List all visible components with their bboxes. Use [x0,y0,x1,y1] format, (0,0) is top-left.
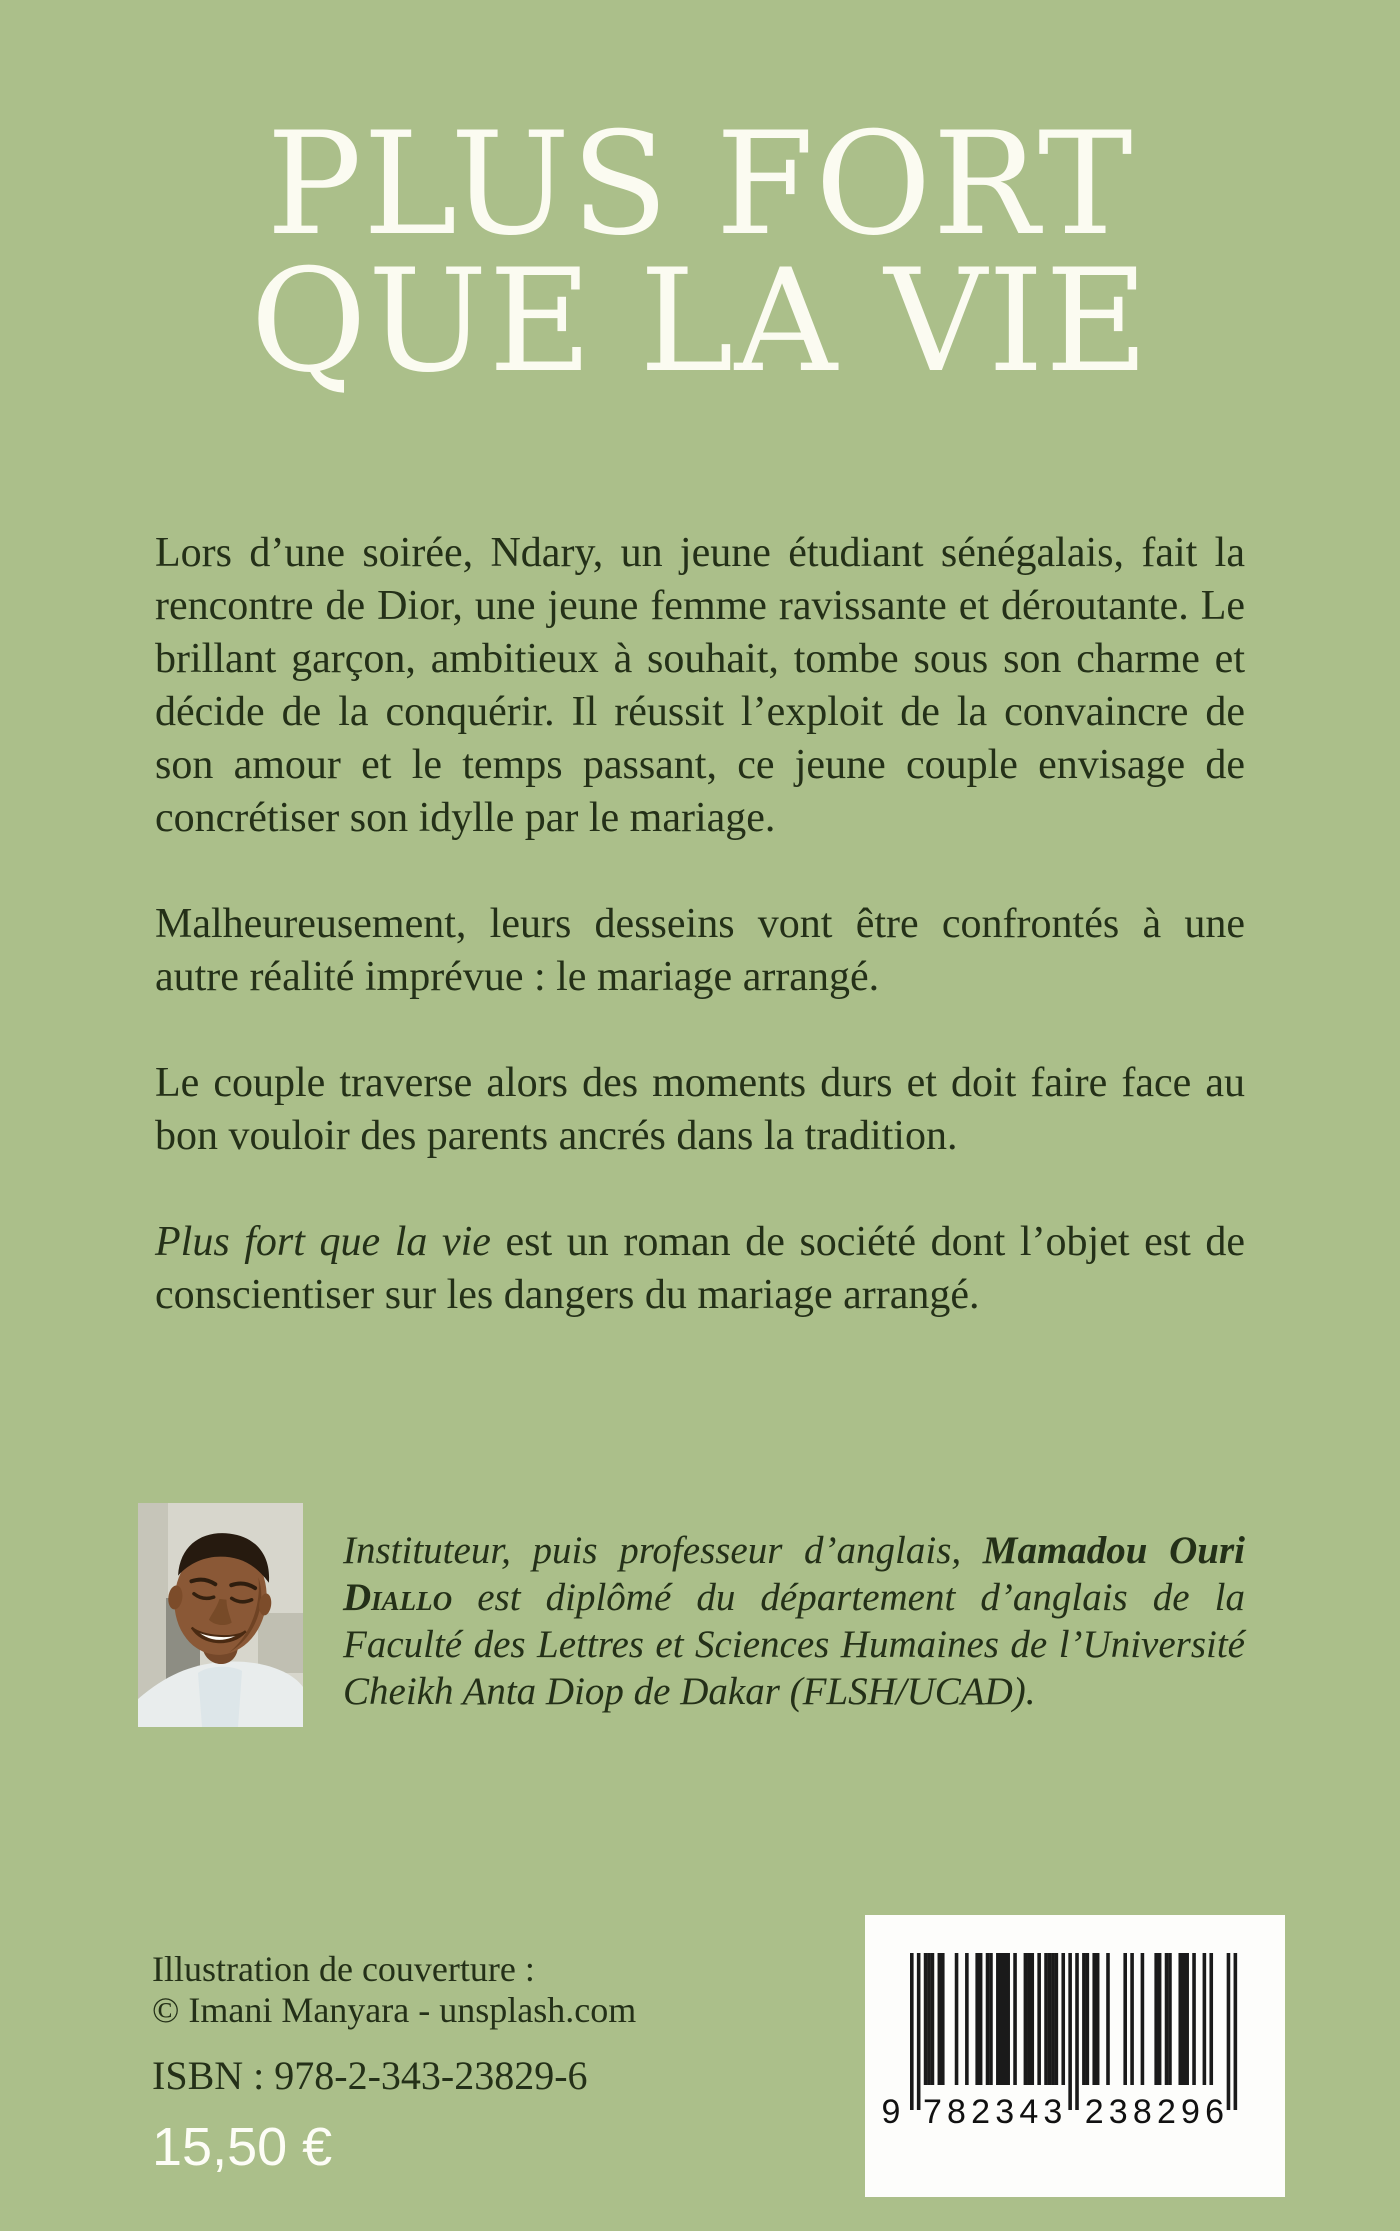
synopsis-paragraph-4 [155,1216,1245,1322]
barcode-ean13 [865,1915,1285,2197]
author-bio [343,1527,1245,1715]
author-portrait-illustration [138,1503,303,1727]
svg-text:9: 9 [1181,2093,1200,2131]
synopsis-paragraph-1: Lors d’une soirée, Ndary, un jeune étudiant sénégalais, fait la rencontre de Dior, une jeune femme ravissante et déroutante. Le brillant garçon, ambitieux à souhait, tombe sous son charme et décide de la conquérir. Il réussit l’exploit de la convaincre de son amour et le temps passant, ce jeune couple envisage de concrétiser son idylle par le mariage. [155,530,1245,841]
svg-text:2: 2 [971,2093,991,2131]
svg-text:6: 6 [1205,2093,1225,2131]
isbn: ISBN : 978-2-343-23829-6 [152,2053,588,2098]
author-photo [138,1503,303,1727]
credit-line-1: Illustration de couverture : [152,1949,535,1989]
svg-text:8: 8 [947,2093,966,2131]
synopsis-paragraph-4-rest: est un roman de société dont l’objet est de conscientiser sur les dangers du mariage arrangé. [155,1219,1245,1318]
book-title [0,102,1400,404]
synopsis-paragraph-3: Le couple traverse alors des moments durs et doit faire face au bon vouloir des parents ancrés dans la tradition. [155,1060,1245,1159]
author-first-names: Mamadou Ouri [982,1529,1245,1572]
svg-text:2: 2 [1084,2093,1104,2131]
bio-text-after-name: est diplômé du département d’anglais de la Faculté des Lettres et Sciences Humaines de l’Université Cheikh Anta Diop de Dakar (FLSH/UCAD). [343,1576,1245,1713]
book-title-line1: PLUS FORT [266,102,1134,267]
bio-text-before-name: Instituteur, puis professeur d’anglais, [343,1529,983,1572]
svg-text:4: 4 [1019,2093,1039,2131]
barcode-box [865,1915,1285,2197]
price: 15,50 € [152,2117,333,2177]
svg-text:2: 2 [1156,2093,1176,2131]
synopsis-paragraph-2: Malheureusement, leurs desseins vont être confrontés à une autre réalité imprévue : le mariage arrangé. [155,901,1245,1000]
credit-line-2: © Imani Manyara - unsplash.com [152,1990,637,2030]
svg-text:3: 3 [1043,2093,1063,2131]
svg-text:3: 3 [995,2093,1015,2131]
svg-text:9: 9 [881,2093,901,2131]
svg-text:3: 3 [1108,2093,1128,2131]
cover-illustration-credit [152,1949,636,2031]
book-title-line2: QUE LA VIE [250,239,1150,404]
book-title-inline: Plus fort que la vie [155,1219,491,1265]
synopsis [155,527,1245,1322]
svg-text:8: 8 [1132,2093,1152,2131]
svg-text:7: 7 [922,2093,942,2131]
author-last-name: Diallo [343,1576,453,1619]
